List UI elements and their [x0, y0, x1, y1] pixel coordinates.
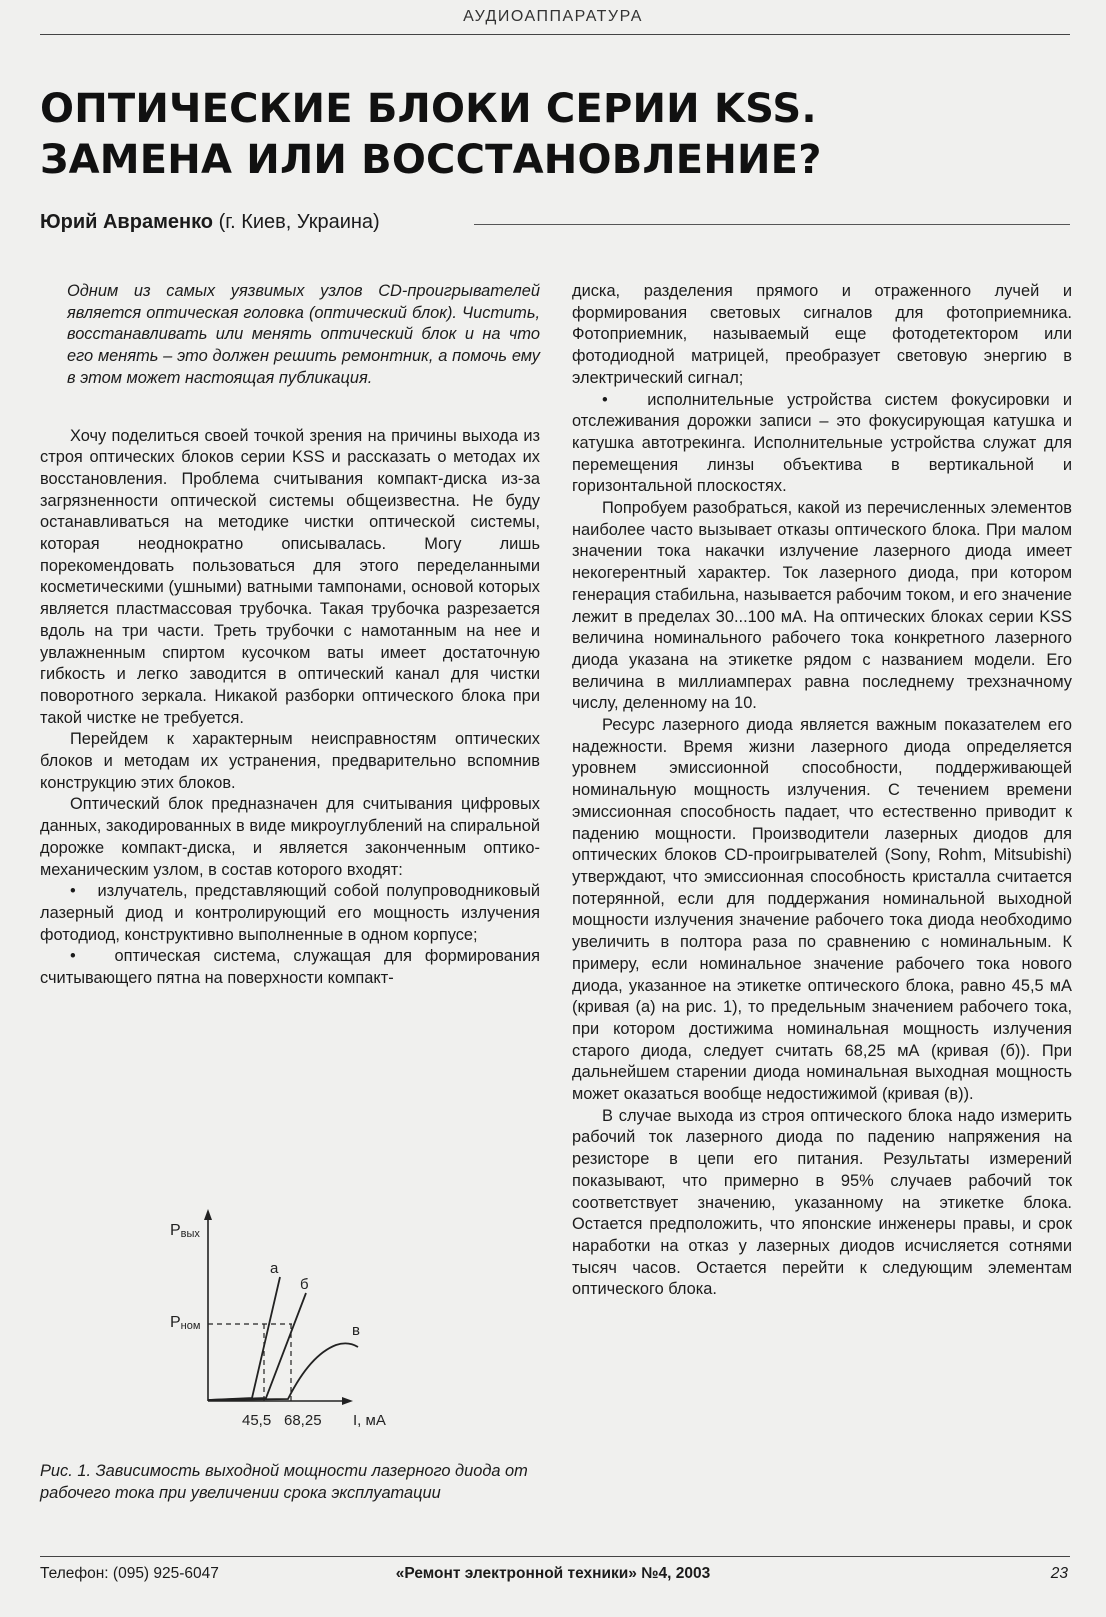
bullet-item: • исполнительные устройства систем фокусировки и отслеживания дорожки записи – это фокусирующая катушка и катушка автотрекинга. Исполнительные устройства служат для перемещения линзы объектива в вертикальной и горизонтальной плоскостях. [572, 390, 1072, 496]
body-paragraph: Попробуем разобраться, какой из перечисленных элементов наиболее часто вызывает отказы оптического блока. При малом значении тока накачки излучение лазерного диода имеет некогерентный характер. Ток лазерного диода, при котором генерация стабильна, называется рабочим током, и его значение лежит в пределах 30...100 мА. На оптических блоках серии KSS величина номинального рабочего тока конкретного лазерного диода указана на этикетке рядом с названием модели. Его величина в миллиамперах равна последнему трехзначному числу, деленному на 10. [572, 499, 1072, 713]
title-line-1: ОПТИЧЕСКИЕ БЛОКИ СЕРИИ KSS. [40, 86, 817, 132]
figure-caption: Рис. 1. Зависимость выходной мощности лазерного диода от рабочего тока при увеличении срока эксплуатации [40, 1462, 528, 1502]
article-title [40, 84, 1070, 186]
body-paragraph: Перейдем к характерным неисправностям оптических блоков и методам их устранения, предварительно вспомнив конструкцию этих блоков. [40, 730, 540, 792]
curve-a [208, 1277, 280, 1400]
x-axis-arrow [342, 1397, 353, 1405]
body-paragraph: Оптический блок предназначен для считывания цифровых данных, закодированных в виде микроуглублений на спиральной дорожке компакт-диска, и является законченным оптико-механическим узлом, в состав которого входят: [40, 795, 540, 879]
header-rule [40, 34, 1070, 35]
left-column [40, 281, 540, 990]
body-paragraph: Ресурс лазерного диода является важным показателем его надежности. Время жизни лазерного диода определяется уровнем эмиссионной способности, поддерживающей номинальную мощность излучения. С течением времени эмиссионная способность падает, что естественно приводит к падению мощности. Производители лазерных диодов для оптических блоков CD-проигрывателей (Sony, Rohm, Mitsubishi) утверждают, что эмиссионная способность кристалла считается потерянной, если для поддержания номинальной выходной мощности излучения значение рабочего тока диода необходимо увеличить в полтора раза по сравнению с номинальным. К примеру, если номинальное значение рабочего тока нового диода, указанное на этикетке оптического блока, равно 45,5 мА (кривая (а) на рис. 1), то предельным значением рабочего тока, при котором достижима номинальная мощность излучения старого диода, следует считать 68,25 мА (кривая (б)). При дальнейшем старении диода номинальная выходная мощность может оказаться вообще недостижимой (кривая (в)). [572, 716, 1072, 1104]
footer-rule [40, 1556, 1070, 1557]
curve-c-label: в [352, 1322, 360, 1339]
bullet-item: • излучатель, представляющий собой полупроводниковый лазерный диод и контролирующий его мощность излучения фотодиод, конструктивно выполненные в одном корпусе; [40, 882, 540, 944]
author-location: (г. Киев, Украина) [218, 211, 380, 233]
curve-b-label: б [300, 1276, 309, 1293]
bullet-text: излучатель, представляющий собой полупроводниковый лазерный диод и контролирующий его мощность излучения фотодиод, конструктивно выполненные в одном корпусе; [40, 882, 540, 944]
x-tick-45: 45,5 [242, 1412, 272, 1429]
right-column [572, 281, 1072, 1301]
bullet-text: оптическая система, служащая для формирования считывающего пятна на поверхности компакт- [40, 947, 540, 988]
footer-phone: Телефон: (095) 925-6047 [40, 1565, 219, 1582]
body-paragraph: диска, разделения прямого и отраженного лучей и формирования световых сигналов для фотоприемника. Фотоприемник, называемый еще фотодетектором или фотодиодной матрицей, преобразует световую энергию в электрический сигнал; [572, 282, 1072, 387]
abstract: Одним из самых уязвимых узлов CD-проигрывателей является оптическая головка (оптический блок). Чистить, восстанавливать или менять оптический блок и на что его менять – это должен решить ремонтник, а помочь ему в этом может настоящая публикация. [67, 282, 540, 387]
author-name: Юрий Авраменко [40, 211, 214, 233]
body-paragraph: В случае выхода из строя оптического блока надо измерить рабочий ток лазерного диода по падению напряжения на резисторе в цепи его питания. Результаты измерений показывают, что примерно в 95% случаев рабочий ток соответствует значению, указанному на этикетке блока. Остается предположить, что японские инженеры правы, и срок наработки на отказ у лазерных диодов исчисляется сотнями тысяч часов. Остается перейти к следующим элементам оптического блока. [572, 1106, 1072, 1299]
p-nom-label: Pном [170, 1314, 201, 1332]
curve-a-label: а [270, 1260, 279, 1277]
section-label: АУДИОАППАРАТУРА [463, 8, 643, 25]
y-axis-label: Pвых [170, 1222, 200, 1240]
title-line-2: ЗАМЕНА ИЛИ ВОССТАНОВЛЕНИЕ? [40, 137, 822, 183]
y-axis-arrow [204, 1209, 212, 1220]
x-axis-label: I, мА [353, 1412, 386, 1429]
bullet-text: исполнительные устройства систем фокусировки и отслеживания дорожки записи – это фокусирующая катушка и катушка автотрекинга. Исполнительные устройства служат для перемещения линзы объектива в вертикальной и горизонтальной плоскостях. [572, 390, 1072, 496]
page-number: 23 [1050, 1565, 1068, 1582]
x-tick-68: 68,25 [284, 1412, 322, 1429]
byline-rule [474, 224, 1070, 225]
figure-1-graph [140, 1205, 420, 1430]
byline [40, 211, 380, 234]
bullet-item: • оптическая система, служащая для формирования считывающего пятна на поверхности компакт- [40, 947, 540, 988]
footer-magazine: «Ремонт электронной техники» №4, 2003 [395, 1565, 711, 1582]
body-paragraph: Хочу поделиться своей точкой зрения на причины выхода из строя оптических блоков серии KSS и рассказать о методах их восстановления. Проблема считывания компакт-диска из-за загрязненности оптической системы общеизвестна. Не буду останавливаться на методике чистки оптической системы, которая неоднократно описывалась. Могу лишь порекомендовать пользоваться для этого переделанными косметическими (ушными) ватными тампонами, основой которых является пластмассовая трубочка. Такая трубочка разрезается вдоль на три части. Треть трубочки с намотанным на нее и увлажненным спиртом кусочком ваты имеет достаточную гибкость и легко заводится в оптический канал для чистки поворотного зеркала. Никакой разборки оптического блока при такой чистке не требуется. [40, 426, 540, 727]
